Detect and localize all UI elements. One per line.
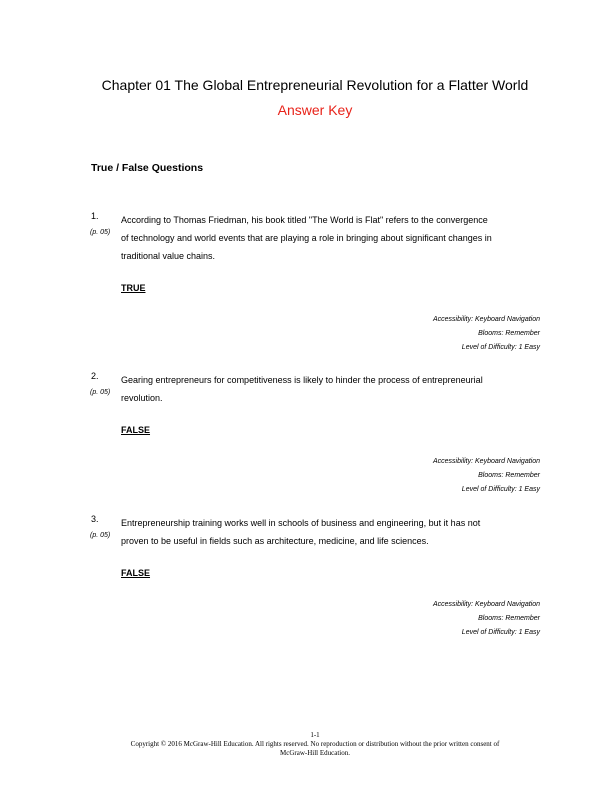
difficulty-tag: Level of Difficulty: 1 Easy: [461, 344, 540, 351]
question-text: [121, 371, 541, 407]
blooms-tag: Blooms: Remember: [478, 330, 540, 337]
question-text-line: According to Thomas Friedman, his book titled "The World is Flat" refers to the convergence: [121, 215, 488, 225]
answer-key-subtitle: Answer Key: [277, 102, 353, 118]
blooms-tag: Blooms: Remember: [478, 472, 540, 479]
question-number: 1.: [91, 211, 99, 221]
page-reference: (p. 05): [90, 229, 111, 236]
question-text-line: of technology and world events that are playing a role in bringing about significant changes in: [121, 233, 492, 243]
answer: TRUE: [121, 283, 146, 293]
accessibility-tag: Accessibility: Keyboard Navigation: [433, 458, 540, 465]
page-footer: [90, 731, 540, 758]
question-text-line: traditional value chains.: [121, 251, 216, 261]
page-reference: (p. 05): [90, 532, 111, 539]
blooms-tag: Blooms: Remember: [478, 615, 540, 622]
question-metadata: [240, 455, 540, 497]
page-number: 1-1: [310, 731, 320, 739]
question-text-line: Entrepreneurship training works well in schools of business and engineering, but it has not: [121, 518, 481, 528]
page-reference: (p. 05): [90, 389, 111, 396]
difficulty-tag: Level of Difficulty: 1 Easy: [461, 629, 540, 636]
question-number: 2.: [91, 371, 99, 381]
answer: FALSE: [121, 568, 151, 578]
question-metadata: [240, 313, 540, 355]
question-text-line: Gearing entrepreneurs for competitiveness is likely to hinder the process of entrepreneurial: [121, 375, 483, 385]
accessibility-tag: Accessibility: Keyboard Navigation: [433, 316, 540, 323]
question-text: [121, 211, 541, 265]
question-number: 3.: [91, 514, 99, 524]
question-text: [121, 514, 541, 550]
section-heading: True / False Questions: [91, 162, 204, 174]
answer: FALSE: [121, 425, 151, 435]
question-metadata: [240, 598, 540, 640]
accessibility-tag: Accessibility: Keyboard Navigation: [433, 601, 540, 608]
chapter-title: Chapter 01 The Global Entrepreneurial Revolution for a Flatter World: [101, 77, 529, 93]
copyright-line: McGraw-Hill Education.: [280, 749, 350, 757]
question-text-line: proven to be useful in fields such as architecture, medicine, and life sciences.: [121, 536, 429, 546]
copyright-line: Copyright © 2016 McGraw-Hill Education. All rights reserved. No reproduction or distribution without the prior written consent of: [130, 740, 500, 748]
question-text-line: revolution.: [121, 393, 163, 403]
difficulty-tag: Level of Difficulty: 1 Easy: [461, 486, 540, 493]
